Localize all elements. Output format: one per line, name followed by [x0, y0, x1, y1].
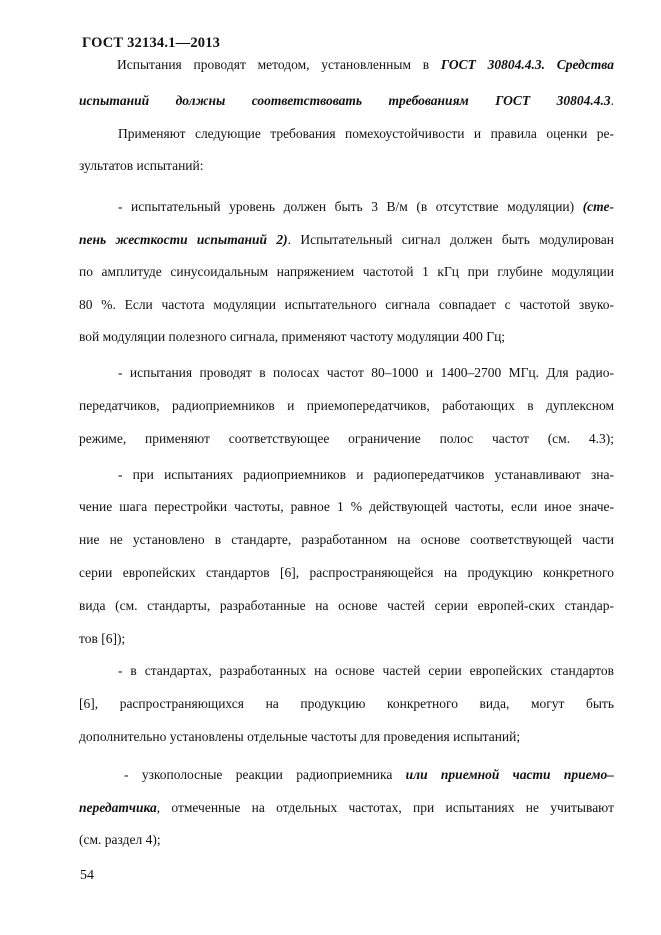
text-span: . Испытательный сигнал должен быть модулирован: [287, 232, 615, 247]
text-span: [6], распространяющихся на продукцию конкретного вида, могут быть: [79, 696, 614, 711]
text-line: [118, 662, 614, 680]
text-span: Испытания проводят методом, установленным в: [117, 57, 441, 72]
text-span: вой модуляции полезного сигнала, применяют частоту модуляции 400 Гц;: [79, 329, 506, 344]
emphasis-text: передатчика: [79, 800, 157, 815]
text-line: [79, 831, 161, 849]
text-line: [117, 56, 614, 74]
text-line: [79, 728, 520, 746]
text-line: [118, 364, 614, 382]
text-line: [79, 695, 614, 713]
emphasis-text: пень жесткости испытаний 2): [79, 232, 288, 247]
emphasis-text: (сте-: [582, 199, 614, 214]
text-line: [79, 397, 614, 415]
text-span: - узкополосные реакции радиоприемника: [124, 767, 406, 782]
text-span: серии европейских стандартов [6], распространяющейся на продукцию конкретного: [79, 565, 614, 580]
text-span: - испытания проводят в полосах частот 80–1000 и 1400–2700 МГц. Для радио-: [118, 365, 614, 380]
emphasis-text: или приемной части приемо–: [405, 767, 615, 782]
text-line: [79, 231, 614, 249]
text-span: - при испытаниях радиоприемников и радиопередатчиков устанавливают зна-: [118, 467, 614, 482]
text-line: [79, 799, 614, 817]
text-line: [79, 564, 614, 582]
text-line: [118, 198, 614, 216]
text-span: дополнительно установлены отдельные частоты для проведения испытаний;: [79, 729, 521, 744]
text-line: [79, 430, 614, 448]
emphasis-text: испытаний должны соответствовать требованиям ГОСТ 30804.4.3: [79, 93, 611, 108]
text-line: [118, 125, 614, 143]
text-line: [79, 157, 204, 175]
text-span: зультатов испытаний:: [79, 158, 204, 173]
emphasis-text: ГОСТ 30804.4.3. Средства: [440, 57, 614, 72]
text-line: [79, 296, 614, 314]
text-span: вида (см. стандарты, разработанные на основе частей серии европей-ских стандар-: [79, 598, 614, 613]
text-span: - испытательный уровень должен быть 3 В/м (в отсутствие модуляции): [118, 199, 583, 214]
text-span: по амплитуде синусоидальным напряжением частотой 1 кГц при глубине модуляции: [79, 264, 614, 279]
text-line: [79, 630, 125, 648]
document-header: ГОСТ 32134.1—2013: [82, 35, 221, 51]
text-span: режиме, применяют соответствующее ограничение полос частот (см. 4.3);: [79, 431, 614, 446]
text-span: ние не установлено в стандарте, разработанном на основе соответствующей части: [79, 532, 614, 547]
text-line: [79, 263, 614, 281]
text-line: [79, 531, 614, 549]
text-span: передатчиков, радиоприемников и приемопередатчиков, работающих в дуплексном: [79, 398, 614, 413]
text-span: тов [6]);: [79, 631, 126, 646]
text-line: [79, 597, 614, 615]
text-span: (см. раздел 4);: [79, 832, 161, 847]
text-line: [118, 466, 614, 484]
page-number: 54: [80, 868, 94, 883]
text-line: [79, 498, 614, 516]
text-line: [79, 92, 614, 110]
text-line: [124, 766, 614, 784]
text-span: .: [610, 93, 614, 108]
text-span: , отмеченные на отдельных частотах, при испытаниях не учитывают: [156, 800, 614, 815]
text-span: Применяют следующие требования помехоустойчивости и правила оценки ре-: [118, 126, 614, 141]
text-span: - в стандартах, разработанных на основе частей серии европейских стандартов: [118, 663, 614, 678]
text-span: чение шага перестройки частоты, равное 1 % действующей частоты, если иное значе-: [79, 499, 614, 514]
text-span: 80 %. Если частота модуляции испытательного сигнала совпадает с частотой звуко-: [79, 297, 614, 312]
text-line: [79, 328, 505, 346]
